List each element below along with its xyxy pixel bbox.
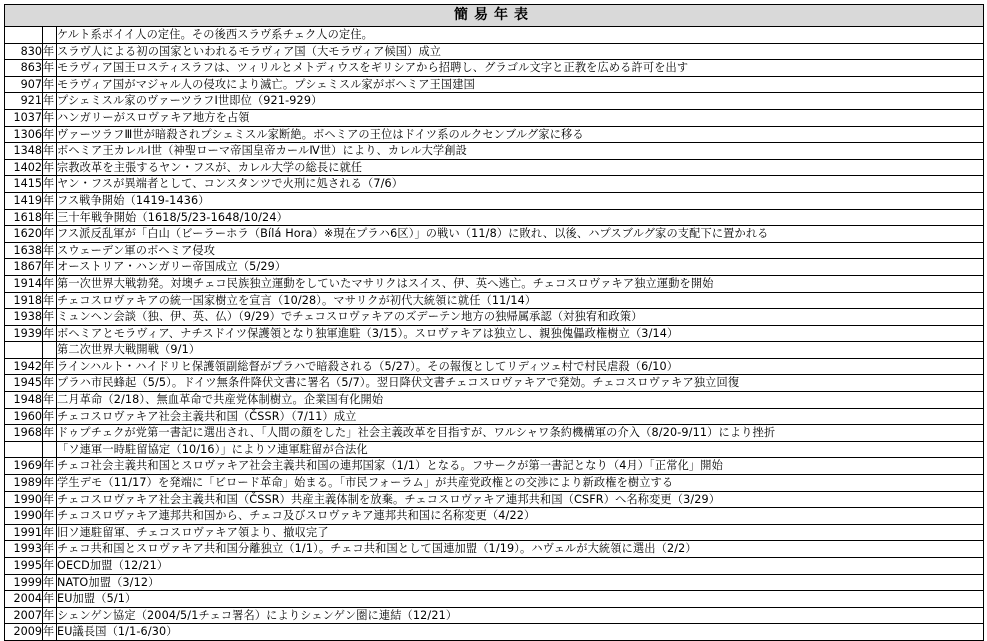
year-cell [5, 441, 43, 458]
table-row [5, 275, 984, 292]
table-row [5, 574, 984, 591]
table-row [5, 591, 984, 608]
year-cell: 1968 [5, 425, 43, 442]
year-unit-cell: 年 [43, 325, 57, 342]
year-unit-cell: 年 [43, 309, 57, 326]
table-row [5, 425, 984, 442]
event-cell: フス戦争開始（1419-1436） [57, 192, 984, 209]
year-unit-cell: 年 [43, 375, 57, 392]
table-row [5, 491, 984, 508]
event-cell: EU議長国（1/1-6/30） [57, 624, 984, 641]
table-row [5, 309, 984, 326]
event-cell: ケルト系ボイイ人の定住。その後西スラヴ系チェク人の定住。 [57, 27, 984, 44]
table-row [5, 358, 984, 375]
year-cell: 1348 [5, 143, 43, 160]
year-unit-cell: 年 [43, 76, 57, 93]
year-cell: 830 [5, 43, 43, 60]
year-cell: 1037 [5, 109, 43, 126]
year-cell: 907 [5, 76, 43, 93]
table-row [5, 524, 984, 541]
year-cell: 1306 [5, 126, 43, 143]
event-cell: 学生デモ（11/17）を発端に「ビロード革命」始まる。「市民フォーラム」が共産党政権との交渉により新政権を樹立する [57, 475, 984, 492]
year-cell: 1989 [5, 475, 43, 492]
year-cell: 1960 [5, 408, 43, 425]
table-row [5, 43, 984, 60]
year-unit-cell: 年 [43, 259, 57, 276]
year-cell: 1918 [5, 292, 43, 309]
year-unit-cell: 年 [43, 491, 57, 508]
year-cell: 1402 [5, 159, 43, 176]
year-cell: 1995 [5, 558, 43, 575]
year-cell [5, 27, 43, 44]
year-cell: 1948 [5, 392, 43, 409]
table-row [5, 558, 984, 575]
table-row [5, 392, 984, 409]
table-row [5, 375, 984, 392]
table-row [5, 259, 984, 276]
year-cell: 1939 [5, 325, 43, 342]
event-cell: NATO加盟（3/12） [57, 574, 984, 591]
year-unit-cell [43, 342, 57, 359]
year-unit-cell: 年 [43, 624, 57, 641]
table-row [5, 226, 984, 243]
table-row [5, 60, 984, 77]
table-row [5, 624, 984, 641]
year-unit-cell: 年 [43, 60, 57, 77]
year-unit-cell: 年 [43, 126, 57, 143]
year-unit-cell: 年 [43, 358, 57, 375]
year-unit-cell: 年 [43, 143, 57, 160]
year-unit-cell: 年 [43, 159, 57, 176]
event-cell: チェコスロヴァキア社会主義共和国（ČSSR）共産主義体制を放棄。チェコスロヴァキア連邦共和国（CSFR）へ名称変更（3/29） [57, 491, 984, 508]
table-row [5, 159, 984, 176]
event-cell: OECD加盟（12/21） [57, 558, 984, 575]
event-cell: 二月革命（2/18）、無血革命で共産党体制樹立。企業国有化開始 [57, 392, 984, 409]
year-cell: 1990 [5, 491, 43, 508]
event-cell: チェコスロヴァキア社会主義共和国（ČSSR）（7/11）成立 [57, 408, 984, 425]
table-row [5, 325, 984, 342]
event-cell: チェコ共和国とスロヴァキア共和国分離独立（1/1）。チェコ共和国として国連加盟（1/19）。ハヴェルが大統領に選出（2/2） [57, 541, 984, 558]
table-row [5, 27, 984, 44]
event-cell: チェコ社会主義共和国とスロヴァキア社会主義共和国の連邦国家（1/1）となる。フサークが第一書記となり（4月）「正常化」開始 [57, 458, 984, 475]
table-row [5, 441, 984, 458]
event-cell: ボヘミアとモラヴィア、ナチスドイツ保護領となり独軍進駐（3/15）。スロヴァキアは独立し、親独傀儡政権樹立（3/14） [57, 325, 984, 342]
table-row [5, 126, 984, 143]
year-unit-cell: 年 [43, 209, 57, 226]
year-unit-cell: 年 [43, 458, 57, 475]
year-unit-cell: 年 [43, 508, 57, 525]
event-cell: チェコスロヴァキア連邦共和国から、チェコ及びスロヴァキア連邦共和国に名称変更（4/22） [57, 508, 984, 525]
year-unit-cell [43, 441, 57, 458]
year-unit-cell: 年 [43, 392, 57, 409]
year-unit-cell: 年 [43, 541, 57, 558]
year-unit-cell: 年 [43, 292, 57, 309]
event-cell: ドゥプチェクが党第一書記に選出され、「人間の顔をした」社会主義改革を目指すが、ワルシャワ条約機構軍の介入（8/20-9/11）により挫折 [57, 425, 984, 442]
year-unit-cell: 年 [43, 275, 57, 292]
table-row [5, 458, 984, 475]
year-cell: 1419 [5, 192, 43, 209]
table-row [5, 176, 984, 193]
year-cell: 1999 [5, 574, 43, 591]
event-cell: モラヴィア国がマジャル人の侵攻により滅亡。プシェミスル家がボヘミア王国建国 [57, 76, 984, 93]
year-unit-cell: 年 [43, 558, 57, 575]
year-cell: 863 [5, 60, 43, 77]
year-cell: 1990 [5, 508, 43, 525]
year-cell: 1991 [5, 524, 43, 541]
chronology-body [5, 27, 984, 641]
year-cell: 1620 [5, 226, 43, 243]
year-unit-cell: 年 [43, 524, 57, 541]
year-cell: 1942 [5, 358, 43, 375]
table-title: 簡易年表 [5, 5, 984, 27]
event-cell: 宗教改革を主張するヤン・フスが、カレル大学の総長に就任 [57, 159, 984, 176]
year-unit-cell: 年 [43, 176, 57, 193]
table-row [5, 408, 984, 425]
event-cell: ヴァーツラフⅢ世が暗殺されプシェミスル家断絶。ボヘミアの王位はドイツ系のルクセンブルグ家に移る [57, 126, 984, 143]
year-cell: 1867 [5, 259, 43, 276]
year-cell: 1415 [5, 176, 43, 193]
year-cell: 1993 [5, 541, 43, 558]
event-cell: 「ソ連軍一時駐留協定（10/16）」によりソ連軍駐留が合法化 [57, 441, 984, 458]
event-cell: 第一次世界大戦勃発。対墺チェコ民族独立運動をしていたマサリクはスイス、伊、英へ逃亡。チェコスロヴァキア独立運動を開始 [57, 275, 984, 292]
year-cell: 1938 [5, 309, 43, 326]
event-cell: ラインハルト・ハイドリヒ保護領副総督がプラハで暗殺される（5/27）。その報復としてリディツェ村で村民虐殺（6/10） [57, 358, 984, 375]
table-row [5, 143, 984, 160]
year-unit-cell: 年 [43, 192, 57, 209]
event-cell: ハンガリーがスロヴァキア地方を占領 [57, 109, 984, 126]
year-unit-cell: 年 [43, 109, 57, 126]
year-cell: 921 [5, 93, 43, 110]
event-cell: モラヴィア国王ロスティスラフは、ツィリルとメトディウスをギリシアから招聘し、グラゴル文字と正教を広める許可を出す [57, 60, 984, 77]
table-row [5, 242, 984, 259]
year-unit-cell: 年 [43, 591, 57, 608]
table-row [5, 475, 984, 492]
event-cell: フス派反乱軍が「白山（ビーラーホラ（Bílá Hora）※現在プラハ6区）」の戦い（11/8）に敗れ、以後、ハプスブルグ家の支配下に置かれる [57, 226, 984, 243]
table-row [5, 209, 984, 226]
year-cell: 1618 [5, 209, 43, 226]
title-row [5, 5, 984, 27]
year-cell: 2007 [5, 607, 43, 624]
event-cell: スラヴ人による初の国家といわれるモラヴィア国（大モラヴィア候国）成立 [57, 43, 984, 60]
event-cell: プラハ市民蜂起（5/5）。ドイツ無条件降伏文書に署名（5/7）。翌日降伏文書チェコスロヴァキアで発効。チェコスロヴァキア独立回復 [57, 375, 984, 392]
year-unit-cell: 年 [43, 242, 57, 259]
event-cell: チェコスロヴァキアの統一国家樹立を宣言（10/28）。マサリクが初代大統領に就任（11/14） [57, 292, 984, 309]
year-unit-cell: 年 [43, 226, 57, 243]
year-unit-cell: 年 [43, 607, 57, 624]
year-unit-cell: 年 [43, 574, 57, 591]
event-cell: ヤン・フスが異端者として、コンスタンツで火刑に処される（7/6） [57, 176, 984, 193]
year-unit-cell: 年 [43, 43, 57, 60]
year-cell: 2009 [5, 624, 43, 641]
year-unit-cell: 年 [43, 408, 57, 425]
event-cell: 旧ソ連駐留軍、チェコスロヴァキア領より、撤収完了 [57, 524, 984, 541]
table-row [5, 292, 984, 309]
table-row [5, 76, 984, 93]
year-cell: 1969 [5, 458, 43, 475]
table-row [5, 508, 984, 525]
year-unit-cell: 年 [43, 475, 57, 492]
table-row [5, 192, 984, 209]
year-cell [5, 342, 43, 359]
year-unit-cell: 年 [43, 425, 57, 442]
table-row [5, 342, 984, 359]
event-cell: ボヘミア王カレルⅠ世（神聖ローマ帝国皇帝カールⅣ世）により、カレル大学創設 [57, 143, 984, 160]
year-cell: 2004 [5, 591, 43, 608]
table-row [5, 109, 984, 126]
event-cell: ミュンヘン会談（独、伊、英、仏）（9/29）でチェコスロヴァキアのズデーテン地方の独帰属承認（対独宥和政策） [57, 309, 984, 326]
table-row [5, 93, 984, 110]
year-unit-cell: 年 [43, 93, 57, 110]
year-cell: 1638 [5, 242, 43, 259]
event-cell: シェンゲン協定（2004/5/1チェコ署名）によりシェンゲン圏に連結（12/21） [57, 607, 984, 624]
event-cell: 第二次世界大戦開戦（9/1） [57, 342, 984, 359]
event-cell: 三十年戦争開始（1618/5/23-1648/10/24） [57, 209, 984, 226]
event-cell: スウェーデン軍のボヘミア侵攻 [57, 242, 984, 259]
chronology-sheet [4, 4, 983, 641]
year-cell: 1914 [5, 275, 43, 292]
event-cell: プシェミスル家のヴァーツラフⅠ世即位（921-929） [57, 93, 984, 110]
chronology-table [4, 4, 984, 641]
year-unit-cell [43, 27, 57, 44]
event-cell: EU加盟（5/1） [57, 591, 984, 608]
table-row [5, 541, 984, 558]
event-cell: オーストリア・ハンガリー帝国成立（5/29） [57, 259, 984, 276]
table-row [5, 607, 984, 624]
year-cell: 1945 [5, 375, 43, 392]
